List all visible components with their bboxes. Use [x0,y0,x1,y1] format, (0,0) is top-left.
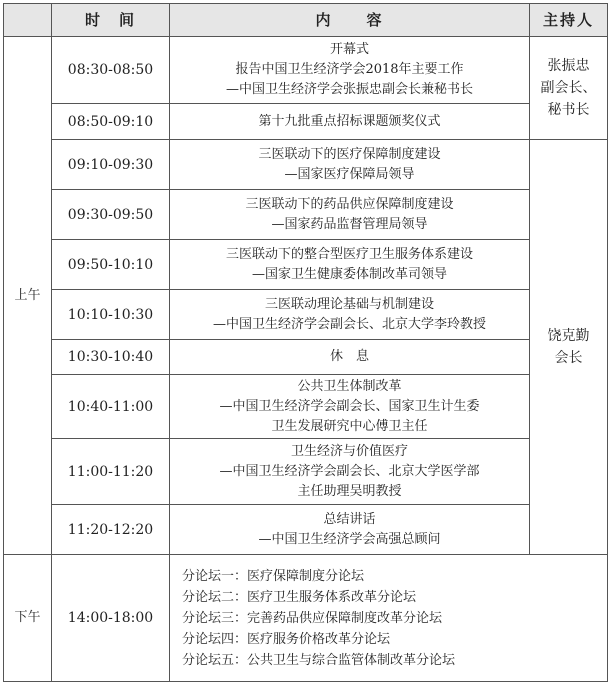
host-name-line: 秘书长 [547,102,590,118]
schedule-row [4,190,608,240]
session-label-afternoon: 下午 [4,555,52,682]
forum-item: 分论坛二：医疗卫生服务体系改革分论坛 [182,589,417,605]
content-line: 休 息 [329,349,369,364]
schedule-row [4,375,608,439]
schedule-table [3,3,608,682]
schedule-row [4,140,608,190]
content-cell [170,240,530,290]
content-line: 公共卫生体制改革 [297,378,402,394]
content-line: —国家药品监督管理局领导 [271,216,428,232]
schedule-row [4,37,608,104]
host-name-line: 会长 [554,350,583,366]
schedule-row [4,505,608,555]
content-line: 三医联动下的医疗保障制度建设 [258,146,441,162]
header-content: 内 容 [170,4,530,37]
content-line: 开幕式 [329,42,369,57]
content-line: —中国卫生经济学会副会长、北京大学医学部 [219,463,480,479]
content-line: 三医联动下的整合型医疗卫生服务体系建设 [225,246,473,262]
schedule-row [4,240,608,290]
time-cell: 09:10-09:30 [52,140,170,190]
header-row [4,4,608,37]
content-line: —国家卫生健康委体制改革司领导 [251,266,447,282]
host-name-line: 饶克勤 [547,328,590,344]
time-cell: 09:30-09:50 [52,190,170,240]
content-line: 第十九批重点招标课题颁奖仪式 [258,113,441,129]
forum-list [170,555,608,682]
content-line: —中国卫生经济学会副会长、北京大学李玲教授 [212,316,486,332]
time-cell: 09:50-10:10 [52,240,170,290]
content-cell [170,505,530,555]
content-line: 三医联动理论基础与机制建设 [264,296,434,312]
content-cell [170,104,530,140]
content-line: 总结讲话 [323,511,376,527]
forum-item: 分论坛五：公共卫生与综合监管体制改革分论坛 [182,652,456,668]
content-line: 三医联动下的药品供应保障制度建设 [245,196,454,212]
content-cell [170,375,530,439]
content-cell [170,290,530,340]
time-cell: 08:30-08:50 [52,37,170,104]
content-line: 报告中国卫生经济学会2018年主要工作 [235,62,464,77]
time-cell: 08:50-09:10 [52,104,170,140]
forum-item: 分论坛三：完善药品供应保障制度改革分论坛 [182,610,443,626]
content-line: —中国卫生经济学会高强总顾问 [258,531,441,547]
content-line: —国家医疗保障局领导 [284,166,415,182]
time-cell: 10:40-11:00 [52,375,170,439]
time-cell: 11:00-11:20 [52,439,170,505]
content-line: —中国卫生经济学会副会长、国家卫生计生委 [219,398,480,414]
content-line: —中国卫生经济学会张振忠副会长兼秘书长 [225,82,473,97]
session-label-morning: 上午 [4,37,52,555]
content-line: 主任助理吴明教授 [297,483,402,499]
host-cell [530,140,608,555]
content-cell [170,37,530,104]
content-line: 卫生经济与价值医疗 [290,443,408,459]
time-cell: 14:00-18:00 [52,555,170,682]
header-host: 主持人 [530,4,608,37]
time-cell: 10:30-10:40 [52,340,170,375]
schedule-row [4,340,608,375]
content-cell [170,140,530,190]
schedule-row [4,104,608,140]
content-cell [170,439,530,505]
schedule-row [4,439,608,505]
schedule-row [4,290,608,340]
content-cell [170,340,530,375]
schedule-row-afternoon [4,555,608,682]
header-session [4,4,52,37]
time-cell: 11:20-12:20 [52,505,170,555]
host-name-line: 张振忠 [547,58,590,74]
time-cell: 10:10-10:30 [52,290,170,340]
header-time: 时 间 [52,4,170,37]
host-cell [530,37,608,140]
forum-item: 分论坛一：医疗保障制度分论坛 [182,568,365,584]
forum-item: 分论坛四：医疗服务价格改革分论坛 [182,631,391,647]
content-line: 卫生发展研究中心傅卫主任 [271,418,428,434]
content-cell [170,190,530,240]
host-name-line: 副会长、 [540,80,597,96]
